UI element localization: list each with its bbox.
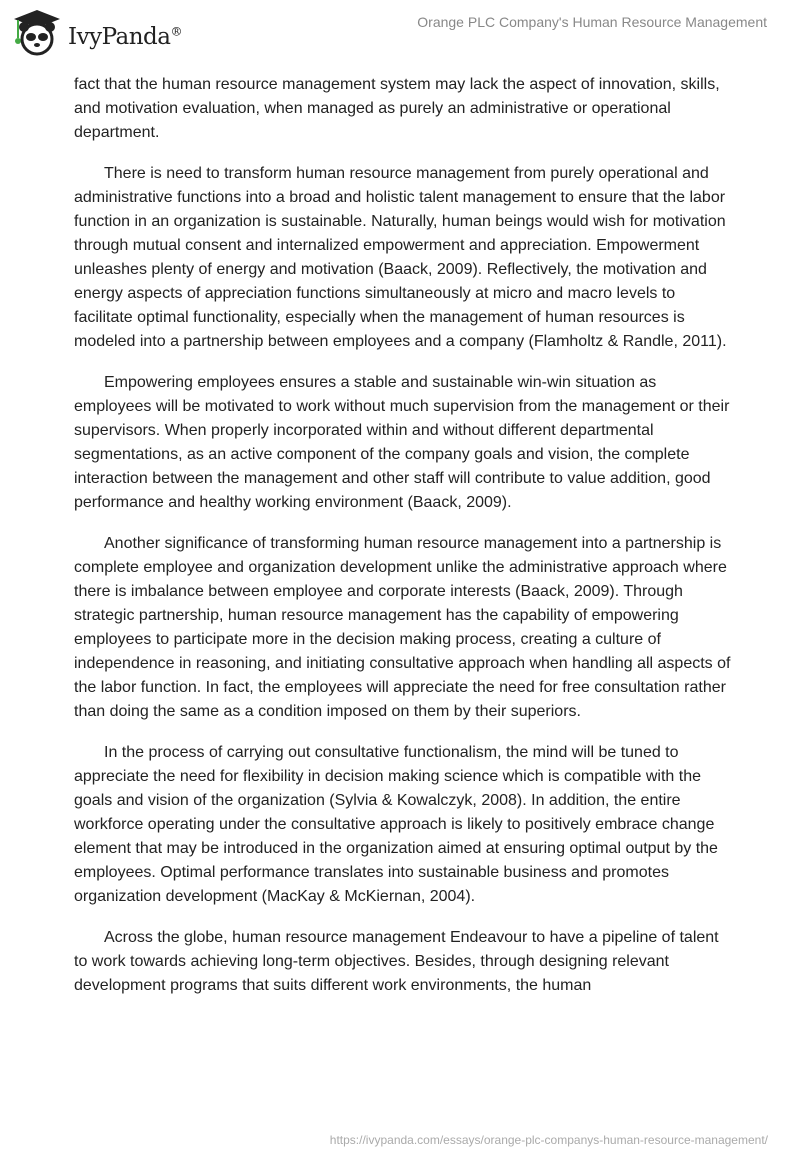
paragraph: There is need to transform human resource management from purely operational and administrative functions into a broad and holistic talent management to ensure that the labor function in an organization is sustainable. Naturally, human beings would wish for motivation through mutual consent and internalized empowerment and appreciation. Empowerment unleashes plenty of energy and motivation (Baack, 2009). Reflectively, the motivation and energy aspects of appreciation functions simultaneously at micro and macro levels to facilitate optimal functionality, especially when the management of human resources is modeled into a partnership between employees and a company (Flamholtz & Randle, 2011). (74, 165, 727, 350)
ivypanda-logo[interactable] (12, 8, 182, 56)
paragraph: Across the globe, human resource management Endeavour to have a pipeline of talent to work towards achieving long-term objectives. Besides, through designing relevant development programs that suits different work environments, the human (74, 929, 719, 994)
registered-mark: ® (170, 24, 182, 39)
source-url-link[interactable]: https://ivypanda.com/essays/orange-plc-companys-human-resource-management/ (329, 1133, 768, 1147)
paragraph: In the process of carrying out consultative functionalism, the mind will be tuned to appreciate the need for flexibility in decision making science which is compatible with the goals and vision of the organization (Sylvia & Kowalczyk, 2008). In addition, the entire workforce operating under the consultative approach is likely to positively embrace change element that may be introduced in the organization aimed at ensuring optimal output by the employees. Optimal performance translates into sustainable business and promotes organization development (MacKay & McKiernan, 2004). (74, 744, 718, 905)
paragraph: fact that the human resource management system may lack the aspect of innovation, skills, and motivation evaluation, when managed as purely an administrative or operational department. (74, 76, 720, 141)
logo-name: IvyPanda (68, 24, 171, 50)
paragraph: Empowering employees ensures a stable and sustainable win-win situation as employees will be motivated to work without much supervision from the management or their supervisors. When properly incorporated within and without different departmental segmentations, as an active component of the company goals and vision, the complete interaction between the management and other staff will contribute to value addition, good performance and healthy working environment (Baack, 2009). (74, 374, 730, 511)
logo-text (68, 24, 182, 50)
paragraph: Another significance of transforming human resource management into a partnership is complete employee and organization development unlike the administrative approach where there is imbalance between employee and corporate interests (Baack, 2009). Through strategic partnership, human resource management has the capability of empowering employees to participate more in the decision making process, creating a culture of independence in reasoning, and initiating consultative approach when handling all aspects of the labor function. In fact, the employees will appreciate the need for free consultation rather than doing the same as a condition imposed on them by their superiors. (74, 535, 731, 720)
panda-graduate-icon (12, 8, 62, 56)
essay-body (74, 73, 736, 1015)
document-title: Orange PLC Company's Human Resource Management (417, 14, 767, 30)
